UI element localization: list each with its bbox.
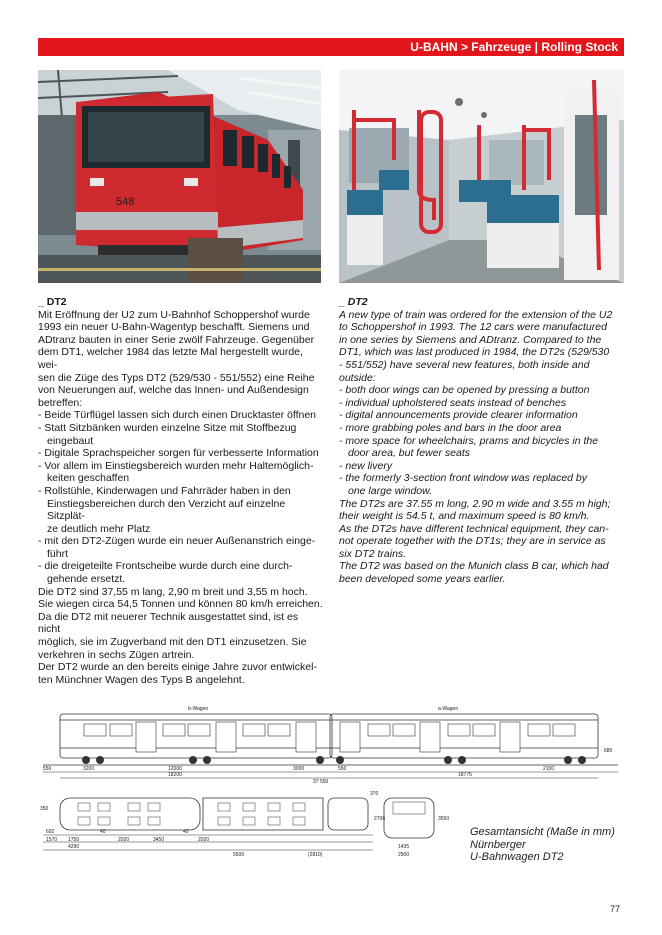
dimension-label: 2900	[398, 852, 410, 858]
intro-paragraph: A new type of train was ordered for the extension of the U2 to Schoppershof in 1993. The 12 cars were manufactured in one series by Siemens and ADtranz. Compared to the DT1, which was last produced in 1984, the DT2s (529/530 - 551/552) have several new features, both inside and outside:	[339, 308, 613, 384]
list-item: - digital announcements provide clearer information	[339, 409, 578, 422]
list-item: - both door wings can be opened by pressing a button	[339, 384, 590, 397]
dimension-label: 12000	[168, 766, 182, 772]
dimension-label: 3200	[83, 766, 95, 772]
car-a-label: a-Wagen	[438, 706, 459, 712]
list-item: - the formerly 3-section front window was replaced by one large window.	[339, 472, 588, 497]
dimension-label: 37 550	[313, 779, 329, 785]
list-item: - Digitale Sprachspeicher sorgen für verbesserte Information	[38, 447, 319, 460]
dimension-label: 550	[43, 766, 52, 772]
dimension-label: 18200	[168, 772, 182, 778]
list-item: - Rollstühle, Kinderwagen und Fahrräder haben in den Einstiegsbereichen durch den Verzicht auf einzelne Sitzplät- ze deutlich mehr Platz	[38, 484, 291, 535]
list-item: - new livery	[339, 459, 393, 472]
car-b-label: b-Wagen	[188, 706, 209, 712]
dimension-label: 350	[40, 806, 49, 812]
list-item: - individual upholstered seats instead of benches	[339, 396, 567, 409]
dimension-label: 2020	[118, 837, 130, 843]
dimension-label: 1435	[398, 844, 410, 850]
dimension-label: 18775	[458, 772, 472, 778]
dimension-label: 680	[604, 748, 613, 754]
section-heading: _ DT2	[38, 296, 67, 308]
train-exterior-photo	[38, 70, 321, 283]
dimension-label: 1750	[68, 837, 80, 843]
dimension-label: 40	[100, 829, 106, 835]
dimension-label: 3450	[153, 837, 165, 843]
list-item: - mit den DT2-Zügen wurde ein neuer Außenanstrich einge- führt	[38, 535, 316, 560]
dimension-label: 550	[338, 766, 347, 772]
list-item: - more grabbing poles and bars in the door area	[339, 421, 562, 434]
list-item: - die dreigeteilte Frontscheibe wurde durch eine durch- gehende ersetzt.	[38, 560, 293, 586]
dimension-label: 3000	[293, 766, 305, 772]
caption-line: U-Bahnwagen DT2	[470, 851, 564, 863]
list-item: - Statt Sitzbänken wurden einzelne Sitze mit Stoffbezug eingebaut	[38, 421, 297, 447]
train-interior-photo	[339, 70, 624, 283]
dimension-label: 5500	[233, 852, 245, 858]
list-item: - Beide Türflügel lassen sich durch einen Drucktaster öffnen	[38, 409, 317, 422]
dimension-label: 370	[370, 791, 379, 797]
closing-paragraph: The DT2s are 37.55 m long, 2.90 m wide and 3.55 m high; their weight is 54.5 t, and maximum speed is 80 km/h. As the DT2s have different technical equipment, they can- not operate together with the DT1s; they are in service as six DT2 trains. The DT2 was based on the Munich class B car, which had been developed some years earlier.	[339, 497, 611, 586]
dimension-label: 3550	[438, 816, 450, 822]
dimension-label: 1570	[46, 837, 58, 843]
drawing-caption	[470, 826, 615, 864]
dimension-label: 2020	[198, 837, 210, 843]
dimension-label: 692	[46, 829, 55, 835]
train-number-label: 548	[116, 196, 135, 208]
text-column-english	[339, 296, 629, 586]
dimension-label: 4290	[68, 844, 80, 850]
intro-paragraph: Mit Eröffnung der U2 zum U-Bahnhof Schoppershof wurde 1993 ein neuer U-Bahn-Wagentyp beschafft. Siemens und ADtranz bauten in einer Serie zwölf Fahrzeuge. Gegenüber dem DT1, welcher 1984 das letzte Mal hergestellt wurde, wei- sen die Züge des Typs DT2 (529/530 - 551/552) eine Reihe von Neuerungen auf, welche das Innen- und Außendesign betreffen:	[38, 308, 315, 409]
list-item: - Vor allem im Einstiegsbereich wurden mehr Haltemöglich- keiten geschaffen	[38, 459, 314, 485]
page-number: 77	[610, 904, 621, 914]
dimension-label: 2100	[543, 766, 555, 772]
dimension-label: 40	[183, 829, 189, 835]
caption-line: Gesamtansicht (Maße in mm)	[470, 826, 615, 838]
list-item: - more space for wheelchairs, prams and bicycles in the door area, but fewer seats	[339, 434, 599, 460]
dimension-label: 2706	[374, 816, 386, 822]
breadcrumb: U-BAHN > Fahrzeuge | Rolling Stock	[410, 40, 618, 54]
closing-paragraph: Die DT2 sind 37,55 m lang, 2,90 m breit und 3,55 m hoch. Sie wiegen circa 54,5 Tonnen und können 80 km/h erreichen. Da die DT2 mit neuerer Technik ausgestattet sind, ist es nicht möglich, sie im Zugverband mit den DT1 einzusetzen. Sie verkehren in sechs Zügen artrein. Der DT2 wurde an den bereits einige Jahre zuvor entwickel- ten Münchner Wagen des Typs B angelehnt.	[38, 585, 323, 686]
section-header-bar	[38, 38, 624, 56]
text-column-german	[38, 296, 323, 686]
caption-line: Nürnberger	[470, 838, 526, 851]
dimension-label: (2810)	[308, 852, 323, 858]
section-heading: _ DT2	[339, 296, 368, 308]
